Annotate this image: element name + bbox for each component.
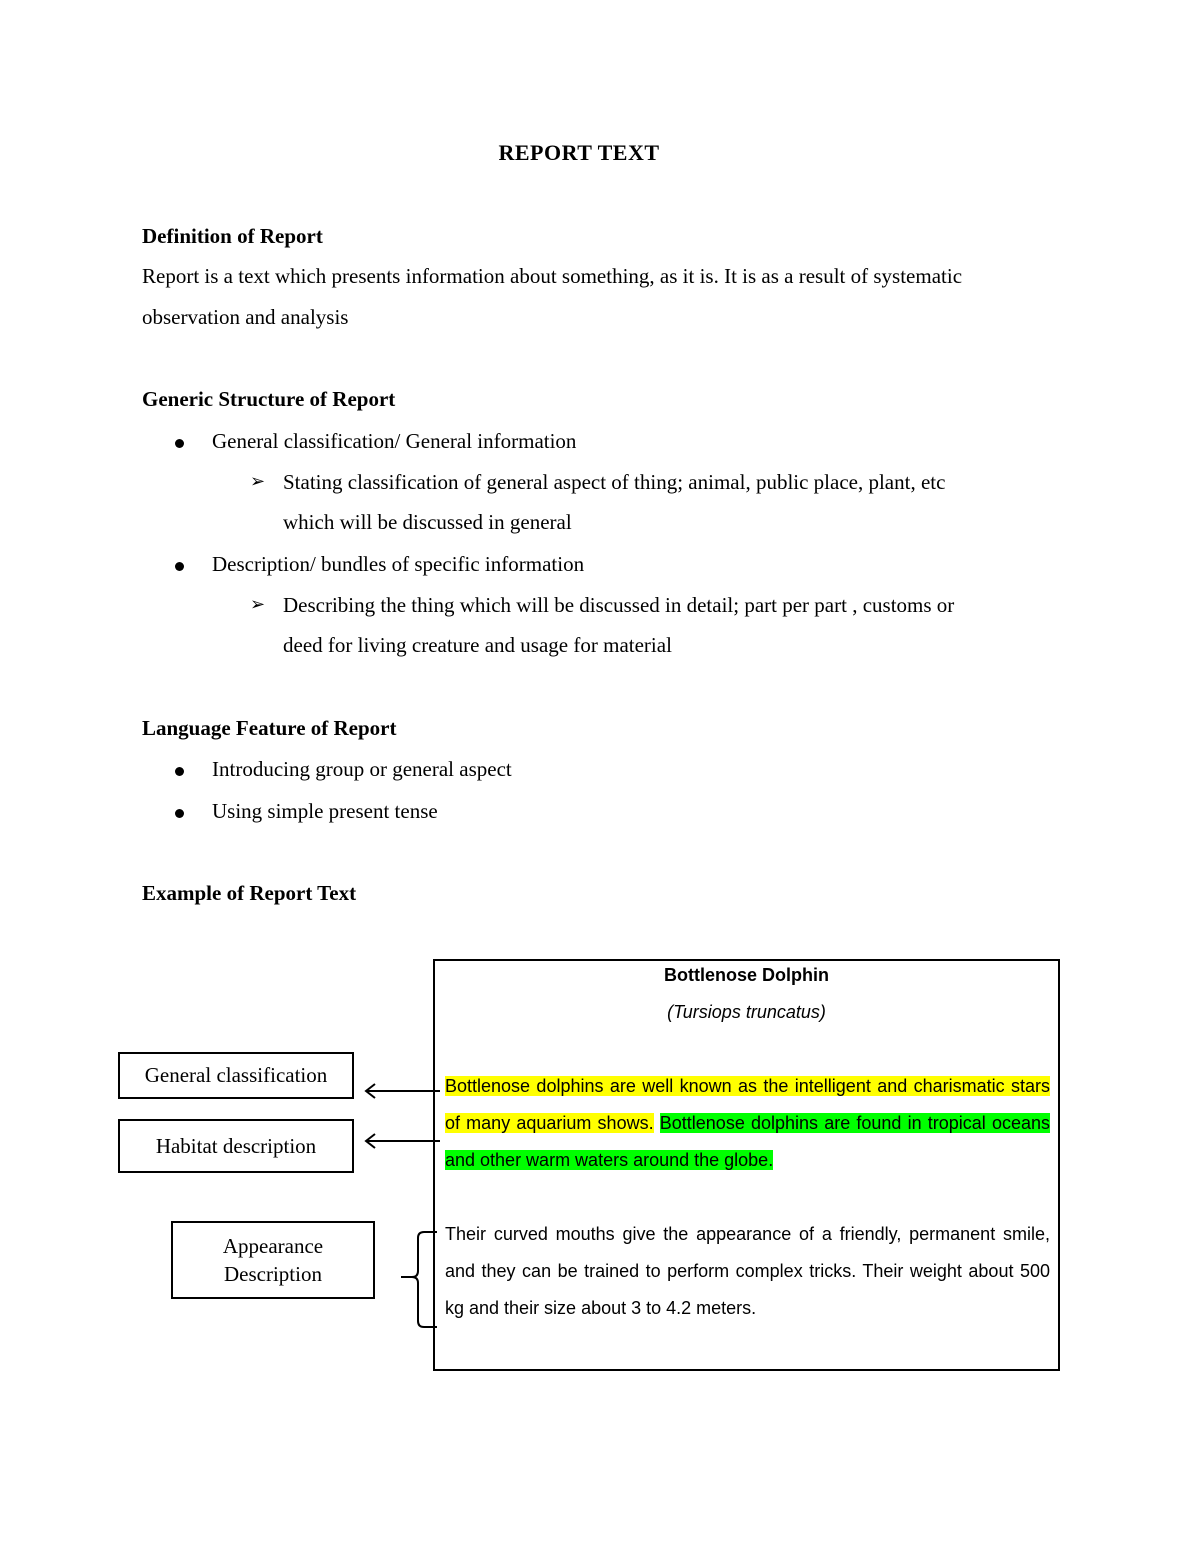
list-item-label: Using simple present tense (212, 799, 438, 823)
arrow-to-habitat-description (366, 1134, 440, 1148)
definition-heading: Definition of Report (142, 224, 323, 248)
page-title: REPORT TEXT (498, 140, 660, 165)
habitat-highlight: Bottlenose dolphins are found in tropical oceans and other warm waters around the globe. (445, 1113, 1050, 1170)
example-scientific-name: (Tursiops truncatus) (667, 1002, 826, 1022)
general-classification-highlight: Bottlenose dolphins are well known as the intelligent and charismatic stars of many aquarium shows. (445, 1076, 1050, 1133)
generic-structure-heading: Generic Structure of Report (142, 387, 396, 411)
language-feature-heading: Language Feature of Report (142, 716, 397, 740)
general-classification-label: General classification (118, 1052, 354, 1099)
list-item-label: Introducing group or general aspect (212, 757, 512, 781)
arrow-to-general-classification (366, 1084, 440, 1098)
example-title: Bottlenose Dolphin (664, 965, 829, 985)
appearance-label-line-1: Appearance (222, 1234, 324, 1258)
sub-item-continuation: deed for living creature and usage for material (283, 633, 672, 657)
list-item-label: Description/ bundles of specific information (212, 552, 585, 576)
sub-item-text: Stating classification of general aspect of thing; animal, public place, plant, etc (283, 470, 946, 494)
sub-item-continuation: which will be discussed in general (283, 510, 572, 534)
definition-line-2: observation and analysis (142, 305, 349, 329)
arrow-bullet-icon: ➢ (250, 594, 266, 615)
example-paragraph-2: Their curved mouths give the appearance of a friendly, permanent smile, and they can be trained to perform complex tricks. Their weight about 500 kg and their size about 3 to 4.2 meters. (445, 1224, 1050, 1318)
appearance-brace (401, 1232, 437, 1327)
list-item-label: General classification/ General information (212, 429, 577, 453)
sub-item-text: Describing the thing which will be discussed in detail; part per part , customs or (283, 593, 955, 617)
definition-line-1: Report is a text which presents information about something, as it is. It is as a result of systematic (142, 264, 963, 288)
habitat-description-label: Habitat description (118, 1119, 354, 1173)
appearance-label-line-2: Description (224, 1262, 322, 1286)
example-heading: Example of Report Text (142, 881, 357, 905)
arrow-bullet-icon: ➢ (250, 471, 266, 492)
